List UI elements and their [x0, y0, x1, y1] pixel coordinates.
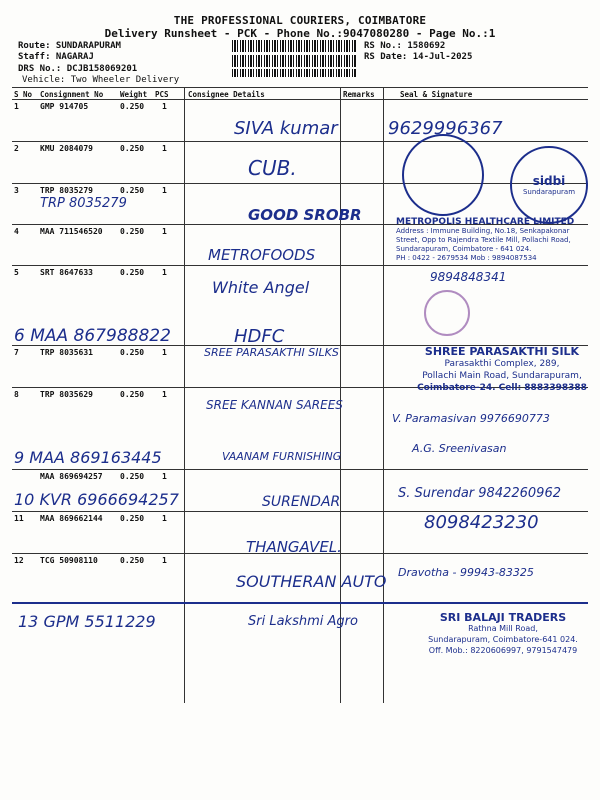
metropolis-stamp — [396, 218, 592, 263]
row-wt: 0.250 — [120, 268, 145, 277]
divider-remarks — [340, 88, 341, 703]
shree-address-3: Coimbatore-24. Cell: 8883398388 — [417, 383, 587, 393]
row-pcs: 1 — [162, 472, 167, 481]
hand-r1-sig: 9629996367 — [388, 118, 503, 139]
row-wt: 0.250 — [120, 186, 145, 195]
col-remarks: Remarks — [343, 90, 375, 99]
row-pcs: 1 — [162, 144, 167, 153]
company-title: THE PROFESSIONAL COURIERS, COIMBATORE — [173, 14, 427, 27]
staff-label: Staff: NAGARAJ — [18, 52, 94, 62]
row-sno: 7 — [14, 348, 19, 357]
shree-parasakthi-stamp — [412, 346, 592, 394]
row-sno: 5 — [14, 268, 19, 277]
ink-separator — [12, 602, 588, 604]
drs-label: DRS No.: DCJB158069201 — [18, 64, 138, 74]
metropolis-address: Address : Immune Building, No.18, Senkapakonar Street, Opp to Rajendra Textile Mill, Pollachi Road, Sundarapuram, Coimbatore - 641 024. — [396, 227, 571, 253]
hand-r7-name: SREE PARASAKTHI SILKS — [204, 346, 339, 359]
shree-address-2: Pollachi Main Road, Sundarapuram, — [422, 371, 582, 381]
hand-r1-name: SIVA kumar — [234, 118, 338, 139]
hand-r2-name: CUB. — [248, 156, 297, 180]
row-cno: SRT 8647633 — [40, 268, 93, 277]
row-pcs: 1 — [162, 390, 167, 399]
hand-r11-phone: 8098423230 — [424, 512, 539, 533]
row-cno: KMU 2084079 — [40, 144, 93, 153]
hand-r9-name: VAANAM FURNISHING — [222, 450, 342, 463]
row-wt: 0.250 — [120, 556, 145, 565]
row-cno: MAA 869662144 — [40, 514, 103, 523]
row-pcs: 1 — [162, 514, 167, 523]
row-divider — [12, 99, 588, 100]
row-pcs: 1 — [162, 268, 167, 277]
row-cno: MAA 711546520 — [40, 227, 103, 236]
hand-r6-name: HDFC — [234, 326, 285, 347]
row-pcs: 1 — [162, 186, 167, 195]
traders-address-2: Sundarapuram, Coimbatore-641 024. — [428, 635, 578, 644]
row-sno: 12 — [14, 556, 24, 565]
row-sno: 4 — [14, 227, 19, 236]
shree-address-1: Parasakthi Complex, 289, — [444, 359, 560, 369]
row-cno: TRP 8035629 — [40, 390, 93, 399]
hand-r10-sig: S. Surendar 9842260962 — [398, 486, 561, 501]
row-sno: 1 — [14, 102, 19, 111]
vehicle-label: Vehicle: Two Wheeler Delivery — [22, 75, 180, 85]
violet-seal — [424, 290, 470, 336]
barcode-middle — [232, 55, 356, 67]
row-pcs: 1 — [162, 102, 167, 111]
hand-r10-name: SURENDAR — [262, 494, 341, 510]
rs-number: RS No.: 1580692 — [364, 41, 446, 51]
balaji-traders-stamp — [414, 612, 592, 656]
divider-seal — [383, 88, 384, 703]
table-top-border — [12, 87, 588, 88]
col-sno: S No — [14, 90, 33, 99]
hand-r12-name: SOUTHERAN AUTO — [236, 572, 387, 591]
col-consignee: Consignee Details — [188, 90, 265, 99]
barcode-bottom — [232, 69, 356, 77]
row-sno: 2 — [14, 144, 19, 153]
hand-r11-name: THANGAVEL. — [246, 538, 342, 556]
row-divider — [12, 183, 588, 184]
row-wt: 0.250 — [120, 514, 145, 523]
hand-r3-name: GOOD SROBR — [248, 206, 362, 224]
metropolis-name: METROPOLIS HEALTHCARE LIMITED — [396, 217, 575, 227]
row-pcs: 1 — [162, 227, 167, 236]
sidbi-location: Sundarapuram — [522, 188, 576, 196]
hand-r8-sig: V. Paramasivan 9976690773 — [392, 412, 550, 425]
row-divider — [12, 469, 588, 470]
row-divider — [12, 141, 588, 142]
row-pcs: 1 — [162, 556, 167, 565]
row-wt: 0.250 — [120, 144, 145, 153]
row-sno: 8 — [14, 390, 19, 399]
traders-address-1: Rathna Mill Road, — [468, 624, 538, 633]
col-consignment: Consignment No — [40, 90, 104, 99]
round-seal — [402, 134, 484, 216]
row-wt: 0.250 — [120, 227, 145, 236]
divider-consignee — [184, 88, 185, 703]
hand-r5-name: White Angel — [212, 278, 310, 297]
rs-date: RS Date: 14-Jul-2025 — [364, 52, 473, 62]
shree-name: SHREE PARASAKTHI SILK — [424, 345, 580, 358]
row-wt: 0.250 — [120, 472, 145, 481]
hand-r9-no: 9 MAA 869163445 — [14, 448, 162, 467]
row-sno: 3 — [14, 186, 19, 195]
row-wt: 0.250 — [120, 348, 145, 357]
sidbi-stamp — [510, 146, 588, 224]
row-pcs: 1 — [162, 348, 167, 357]
traders-mobile: Off. Mob.: 8220606997, 9791547479 — [428, 646, 578, 655]
sidbi-logo-text: sidbi — [532, 174, 566, 188]
hand-r13-no: 13 GPM 5511229 — [18, 612, 156, 631]
hand-r8-name: SREE KANNAN SAREES — [206, 398, 343, 412]
row-cno: TCG 50908110 — [40, 556, 98, 565]
row-wt: 0.250 — [120, 102, 145, 111]
row-sno: 11 — [14, 514, 24, 523]
hand-r13-name: Sri Lakshmi Agro — [248, 614, 358, 629]
hand-r10-no: 10 KVR 6966694257 — [14, 490, 179, 509]
row-cno: MAA 869694257 — [40, 472, 103, 481]
row-cno: GMP 914705 — [40, 102, 89, 111]
traders-name: SRI BALAJI TRADERS — [439, 611, 567, 624]
runsheet-subtitle: Delivery Runsheet - PCK - Phone No.:9047080280 - Page No.:1 — [104, 27, 496, 40]
barcode-top — [232, 40, 356, 52]
route-label: Route: SUNDARAPURAM — [18, 41, 121, 51]
col-pcs: PCS — [155, 90, 169, 99]
hand-r5-phone: 9894848341 — [430, 270, 507, 284]
col-weight: Weight — [120, 90, 148, 99]
hand-r9-sig: A.G. Sreenivasan — [412, 442, 507, 455]
hand-r4-name: METROFOODS — [208, 246, 316, 264]
hand-r6-no: 6 MAA 867988822 — [14, 326, 171, 346]
hand-r12-sig: Dravotha - 99943-83325 — [398, 566, 534, 579]
hand-r3-no: TRP 8035279 — [40, 196, 127, 211]
row-cno: TRP 8035279 — [40, 186, 93, 195]
metropolis-phone: PH : 0422 - 2679534 Mob : 9894087534 — [396, 254, 537, 262]
row-cno: TRP 8035631 — [40, 348, 93, 357]
col-seal: Seal & Signature — [400, 90, 473, 99]
row-wt: 0.250 — [120, 390, 145, 399]
row-divider — [12, 265, 588, 266]
